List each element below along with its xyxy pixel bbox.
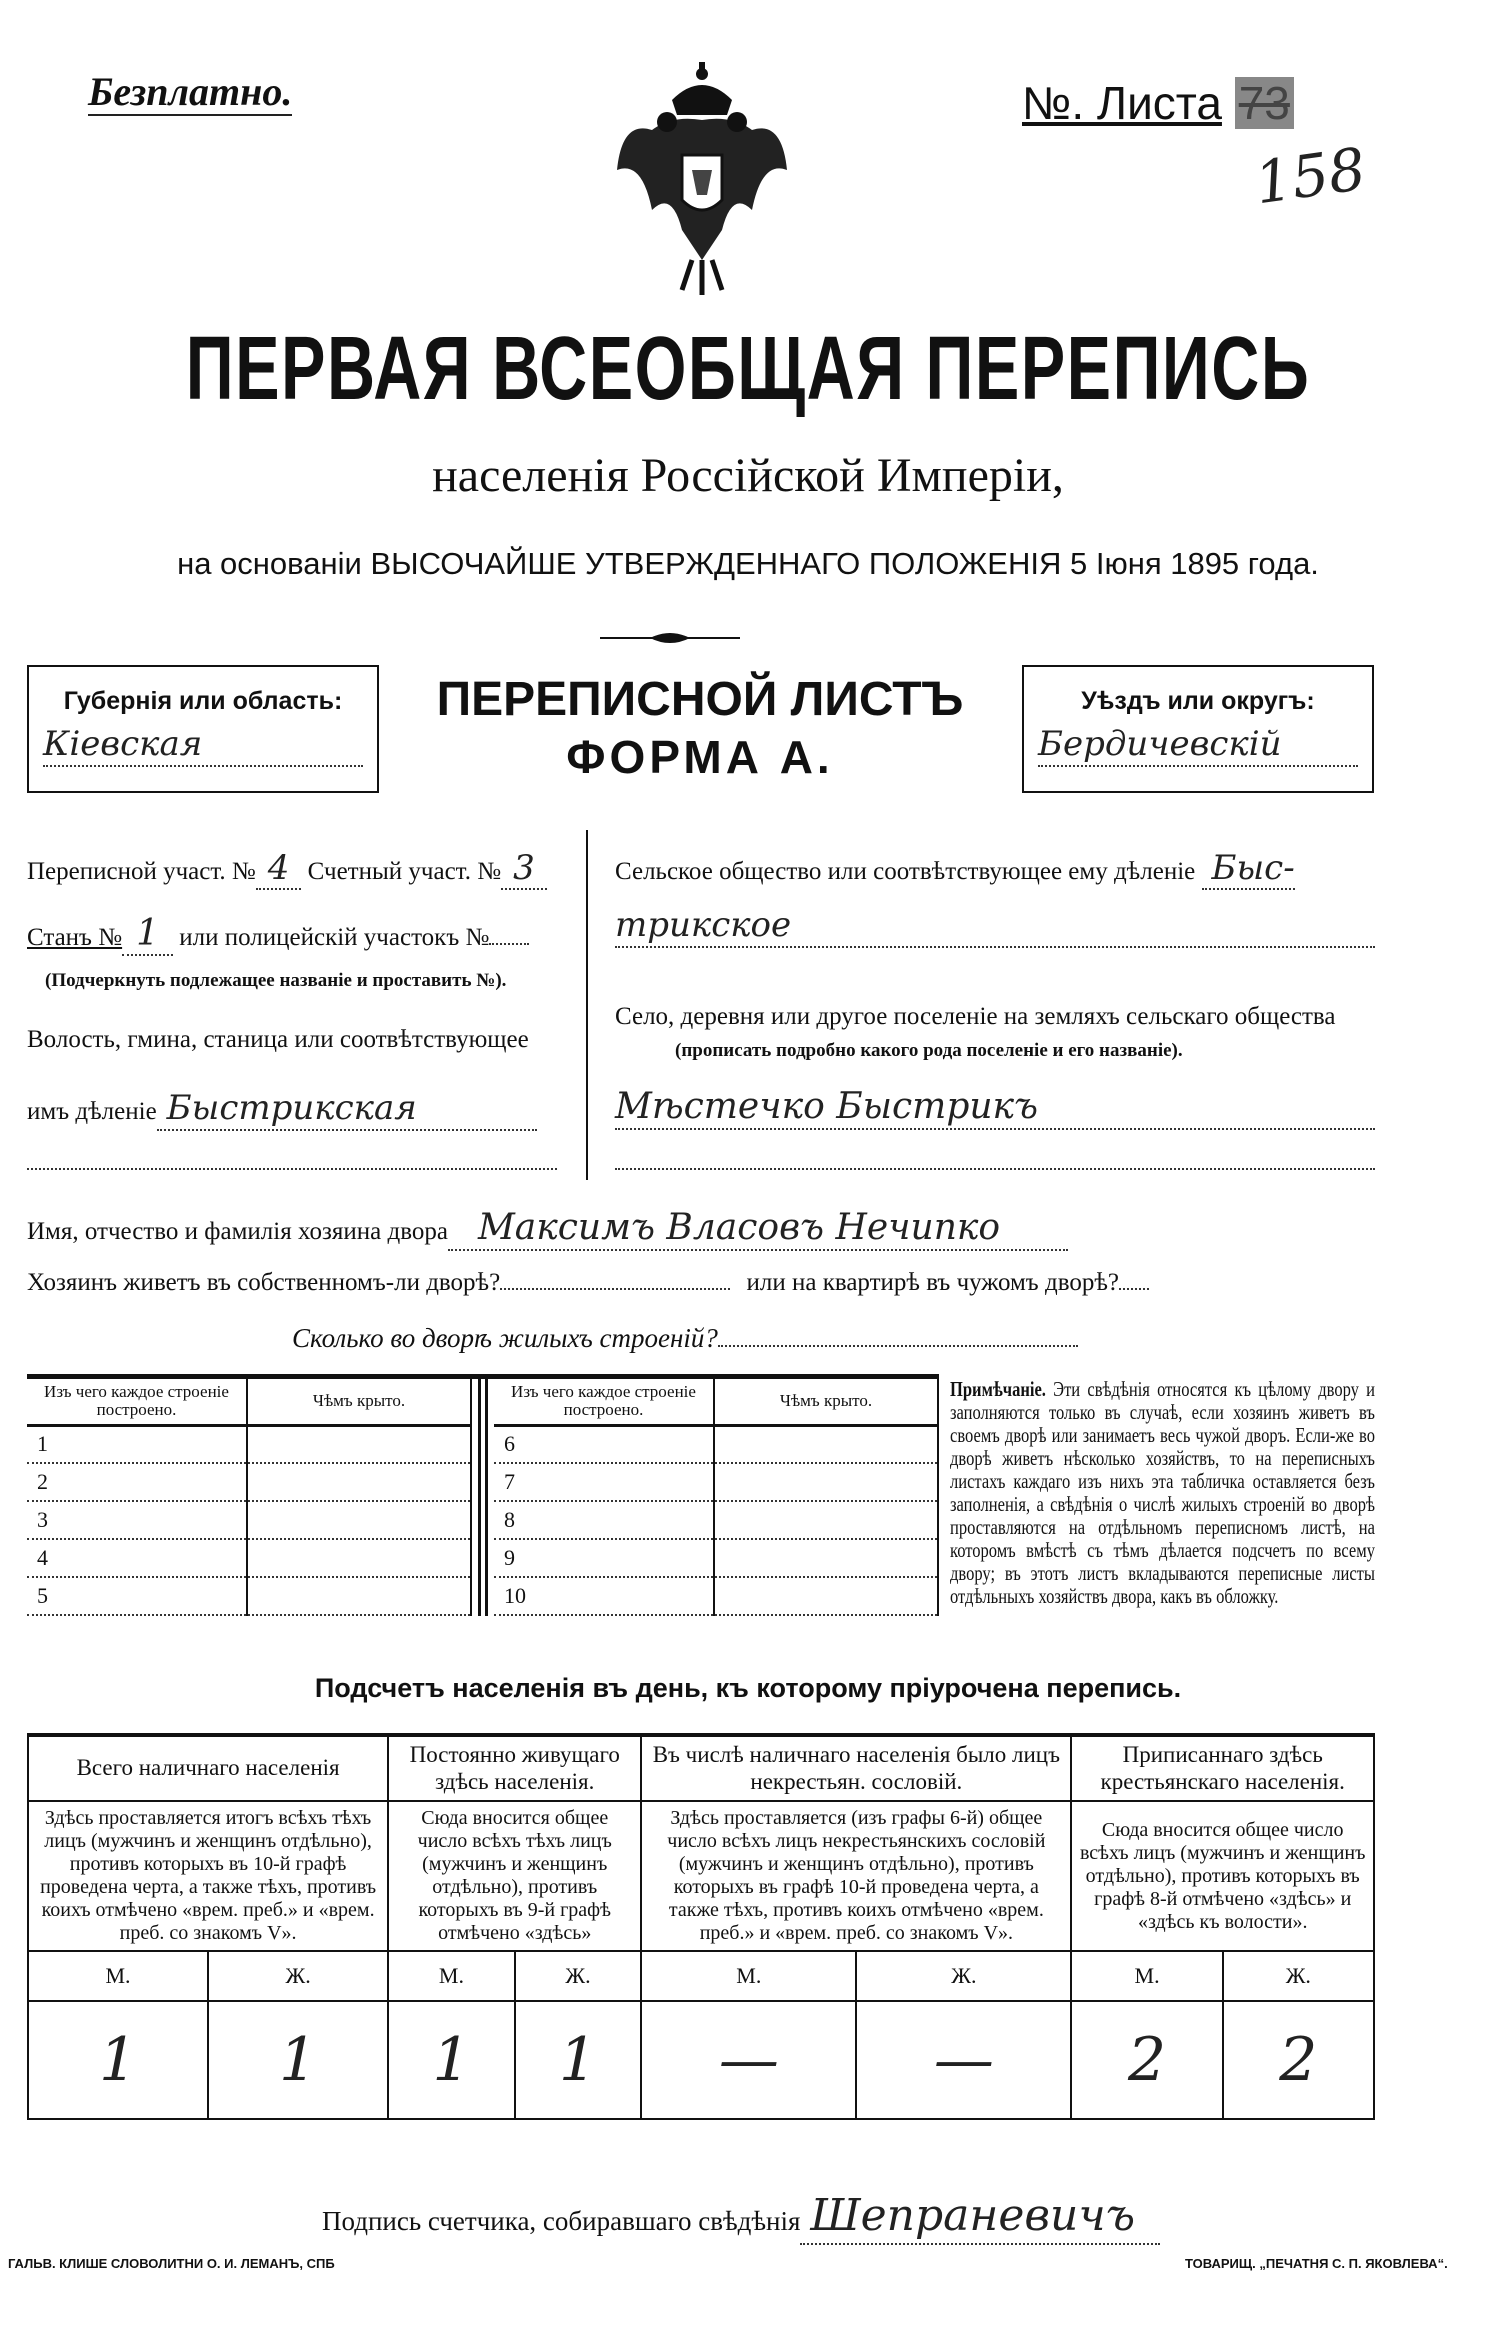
table-row: 5 — [27, 1577, 471, 1615]
table-row: 4 — [27, 1539, 471, 1577]
total-female: 1 — [208, 2001, 388, 2119]
volost-row: имъ дѣленіе Быстрикская — [27, 1088, 557, 1131]
society-row: Сельское общество или соотвѣтствующее ему дѣленіе Быс- — [615, 848, 1295, 888]
sheet-number-crossed: 73 — [1235, 77, 1294, 129]
document-basis: на основаніи ВЫСОЧАЙШЕ УТВЕРЖДЕННАГО ПОЛОЖЕНІЯ 5 Іюня 1895 года. — [177, 546, 1319, 581]
table-row: 1 — [27, 1425, 471, 1463]
document-subtitle: населенія Россійской Имперіи, — [432, 449, 1064, 502]
village-value: Мѣстечко Быстрикъ — [615, 1085, 1375, 1130]
non-peasant-female: — — [856, 2001, 1071, 2119]
table-row: 9 — [494, 1539, 938, 1577]
table-row: 3 — [27, 1501, 471, 1539]
society-value: Быс- — [1202, 848, 1295, 890]
count-section-value: 3 — [501, 848, 547, 890]
buildings-count-row: Сколько во дворѣ жилыхъ строеній? — [292, 1322, 1078, 1354]
census-section-value: 4 — [256, 848, 302, 890]
society-value-cont: трикское — [615, 905, 1375, 948]
province-value: Кіевская — [43, 724, 363, 767]
table-row: 8 — [494, 1501, 938, 1539]
underline-note: (Подчеркнуть подлежащее названіе и проставить №). — [45, 970, 507, 991]
sheet-number — [1022, 78, 1294, 129]
non-peasant-male: — — [641, 2001, 856, 2119]
table-row: 2 — [27, 1463, 471, 1501]
permanent-female: 1 — [515, 2001, 642, 2119]
owner-name-row: Имя, отчество и фамилія хозяина двора Максимъ Власовъ Нечипко — [27, 1206, 1068, 1251]
permanent-male: 1 — [388, 2001, 515, 2119]
blank-line — [27, 1168, 557, 1170]
form-name: ПЕРЕПИСНОЙ ЛИСТЪ — [436, 673, 964, 726]
ornament-divider — [600, 630, 740, 646]
signature-value: Шепраневичъ — [800, 2190, 1160, 2245]
buildings-table: Изъ чего каждое строеніе построено. Чѣмъ крыто. 1 2 3 4 5 Изъ чего каждое строеніе построено. Чѣмъ крыто. 6 7 8 9 10 — [27, 1374, 939, 1616]
table-row: 10 — [494, 1577, 938, 1615]
form-title — [380, 672, 1020, 784]
form-type: ФОРМА А. — [566, 731, 834, 784]
population-title: Подсчетъ населенія въ день, къ которому пріурочена перепись. — [314, 1673, 1182, 1703]
village-note: (прописать подробно какого рода поселеніе и его названіе). — [675, 1040, 1183, 1061]
stan-value: 1 — [122, 913, 173, 956]
district-label: Уѣздъ или округъ: — [1081, 687, 1315, 715]
free-label: Безплатно. — [88, 69, 293, 114]
own-yard-row: Хозяинъ живетъ въ собственномъ-ли дворѣ? или на квартирѣ въ чужомъ дворѣ? — [27, 1268, 1149, 1298]
volost-label: Волость, гмина, станица или соотвѣтствующее — [27, 1026, 529, 1053]
stan-label: Станъ № — [27, 924, 123, 951]
stan-row: Станъ № 1 или полицейскій участокъ № — [27, 912, 529, 955]
document-title: ПЕРВАЯ ВСЕОБЩАЯ ПЕРЕПИСЬ — [185, 319, 1311, 419]
note-text: Примѣчаніе. Эти свѣдѣнія относятся къ цѣлому двору и заполняются только въ случаѣ, если хозяинъ живетъ въ своемъ дворѣ или занимаетъ весь чужой дворъ. Если-же во дворѣ живетъ нѣсколько хозяйствъ, то на переписныхъ листахъ каждаго изъ нихъ эта табличка оставляется безъ заполненія, а свѣдѣнія о числѣ жилыхъ строеній во дворѣ проставляются на отдѣльномъ переписномъ листѣ, на которомъ вмѣстѣ съ тѣмъ дѣлается подсчетъ по всему двору; въ этотъ листъ вкладываются переписные листы отдѣльныхъ хозяйствъ двора, какъ въ обложку. — [950, 1377, 1375, 1608]
registered-male: 2 — [1071, 2001, 1222, 2119]
blank-line — [615, 1168, 1375, 1170]
province-label: Губернія или область: — [63, 687, 343, 715]
sheet-number-handwritten: 158 — [1250, 134, 1370, 218]
imperial-eagle-emblem — [612, 60, 792, 300]
census-section-row: Переписной участ. № 4 Счетный участ. № 3 — [27, 848, 547, 889]
province-box — [27, 665, 379, 793]
footer-right: ТОВАРИЩ. „ПЕЧАТНЯ С. П. ЯКОВЛЕВА“. — [1185, 2256, 1448, 2271]
volost-value: Быстрикская — [157, 1088, 537, 1131]
total-male: 1 — [28, 2001, 208, 2119]
district-value: Бердичевскій — [1038, 724, 1358, 767]
table-row: 7 — [494, 1463, 938, 1501]
population-table: Всего наличнаго населенія Постоянно живущаго здѣсь населенія. Въ числѣ наличнаго населенія было лицъ некрестьян. сословій. Приписаннаго здѣсь крестьянскаго населенія. Здѣсь проставляется итогъ всѣхъ тѣхъ лицъ (мужчинъ и женщинъ отдѣльно), противъ которыхъ въ 10-й графѣ проведена черта, а также тѣхъ, противъ коихъ отмѣчено «врем. преб.» и «врем. преб. со знакомъ V». Сюда вносится общее число всѣхъ тѣхъ лицъ (мужчинъ и женщинъ отдѣльно), противъ которыхъ въ 9-й графѣ отмѣчено «здѣсь» Здѣсь проставляется (изъ графы 6-й) общее число всѣхъ лицъ некрестьянскихъ сословій (мужчинъ и женщинъ отдѣльно), противъ которыхъ въ графѣ 10-й проведена черта, а также тѣхъ, противъ коихъ отмѣчено «врем. преб.» и «врем. преб. со знакомъ V». Сюда вносится общее число всѣхъ лицъ (мужчинъ и женщинъ отдѣльно), противъ которыхъ въ графѣ 8-й отмѣчено «здѣсь» и «здѣсь къ волости». М. Ж. М. Ж. М. Ж. М. Ж. 1 1 1 1 — — 2 2 — [27, 1733, 1375, 2120]
village-label: Село, деревня или другое поселеніе на земляхъ сельскаго общества — [615, 1003, 1336, 1030]
footer-left: ГАЛЬВ. КЛИШЕ СЛОВОЛИТНИ О. И. ЛЕМАНЪ, СПБ — [8, 2256, 335, 2271]
sheet-number-label: №. Листа — [1022, 77, 1222, 129]
registered-female: 2 — [1223, 2001, 1374, 2119]
table-row: 6 — [494, 1425, 938, 1463]
signature-row: Подпись счетчика, собиравшаго свѣдѣнія Шепраневичъ — [322, 2190, 1160, 2245]
owner-name-value: Максимъ Власовъ Нечипко — [448, 1206, 1068, 1251]
district-box — [1022, 665, 1374, 793]
column-divider — [586, 830, 588, 1180]
